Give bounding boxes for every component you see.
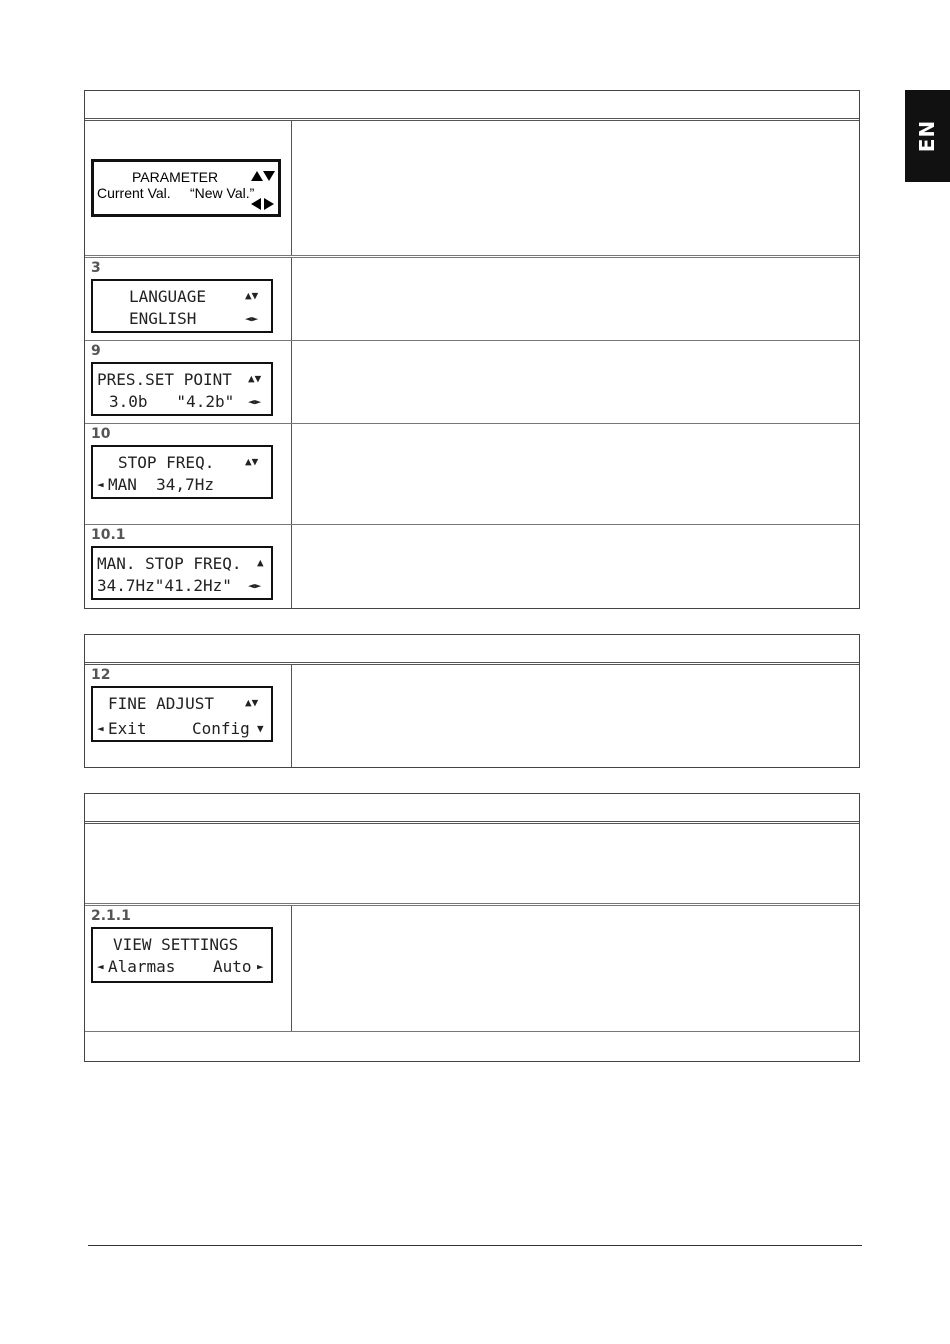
lcd-line-2: MAN 34,7Hz: [108, 475, 214, 494]
lcd-line-1: LANGUAGE: [129, 287, 207, 306]
table-row: [85, 424, 859, 525]
step-number: 2.1.1: [91, 908, 131, 924]
table-footer-row: [85, 1032, 859, 1061]
lcd-line-1: FINE ADJUST: [108, 694, 214, 713]
new-value-label: “New Val.”: [190, 185, 255, 201]
up-arrow-icon: [251, 171, 263, 181]
lcd-cell: [85, 525, 292, 608]
table-row: [85, 665, 859, 767]
up-down-arrows-icon: ▲▼: [245, 289, 259, 302]
left-right-arrows-icon: ◄►: [248, 395, 262, 408]
table-header-row: [85, 794, 859, 824]
legend-row: [85, 121, 859, 258]
lcd-cell: [85, 424, 292, 524]
right-arrow-icon: [264, 198, 274, 210]
table-row: [85, 341, 859, 424]
lcd-display: [91, 362, 273, 416]
exit-label: Exit: [108, 719, 147, 738]
left-right-arrows-icon: ◄►: [248, 579, 262, 592]
left-arrow-icon: [251, 198, 261, 210]
lcd-line-2: 34.7Hz"41.2Hz": [97, 576, 232, 595]
alarmas-label: Alarmas: [108, 957, 176, 976]
left-arrow-icon: ◄: [97, 722, 104, 735]
left-arrow-icon: ◄: [97, 478, 104, 491]
footer-rule: [88, 1245, 862, 1246]
lcd-cell: [85, 341, 292, 423]
table-header-row: [85, 91, 859, 121]
lcd-cell: [85, 258, 292, 340]
step-number: 10: [91, 426, 111, 442]
table-row: [85, 906, 859, 1032]
lcd-line-2: ENGLISH: [129, 309, 197, 328]
parameter-label: PARAMETER: [132, 169, 219, 185]
right-arrow-icon: ►: [257, 960, 264, 973]
lcd-cell: [85, 906, 292, 1031]
view-settings-table: [84, 793, 860, 1062]
config-label: Config: [192, 719, 250, 738]
table-header-row: [85, 635, 859, 665]
lcd-display: [91, 445, 273, 499]
lcd-display: [91, 686, 273, 742]
current-value-label: Current Val.: [97, 185, 171, 201]
up-arrow-icon: ▲: [257, 556, 264, 569]
lcd-display: [91, 279, 273, 333]
lcd-cell: [85, 665, 292, 767]
down-arrow-icon: ▼: [257, 722, 264, 735]
legend-cell: [85, 121, 292, 255]
table-row: [85, 258, 859, 341]
lcd-display: [91, 927, 273, 983]
left-arrow-icon: ◄: [97, 960, 104, 973]
step-number: 3: [91, 260, 101, 276]
language-tab: [905, 90, 950, 182]
lcd-display: [91, 546, 273, 600]
up-down-arrows-icon: ▲▼: [245, 696, 259, 709]
lcd-line-1: VIEW SETTINGS: [113, 935, 239, 954]
language-tab-label: EN: [915, 119, 940, 153]
step-number: 10.1: [91, 527, 126, 543]
lcd-line-2: 3.0b "4.2b": [109, 392, 235, 411]
down-arrow-icon: [263, 171, 275, 181]
lcd-line-1: STOP FREQ.: [118, 453, 215, 472]
step-number: 9: [91, 343, 101, 359]
table-row: [85, 525, 859, 608]
up-down-arrows-icon: ▲▼: [245, 455, 259, 468]
parameter-table: [84, 90, 860, 609]
auto-label: Auto: [213, 957, 252, 976]
step-number: 12: [91, 667, 111, 683]
fine-adjust-table: [84, 634, 860, 768]
lcd-line-1: MAN. STOP FREQ.: [97, 554, 242, 573]
parameter-display-legend: [91, 159, 281, 217]
left-right-arrows-icon: ◄►: [245, 312, 259, 325]
description-row: [85, 824, 859, 906]
up-down-arrows-icon: ▲▼: [248, 372, 262, 385]
lcd-line-1: PRES.SET POINT: [97, 370, 232, 389]
